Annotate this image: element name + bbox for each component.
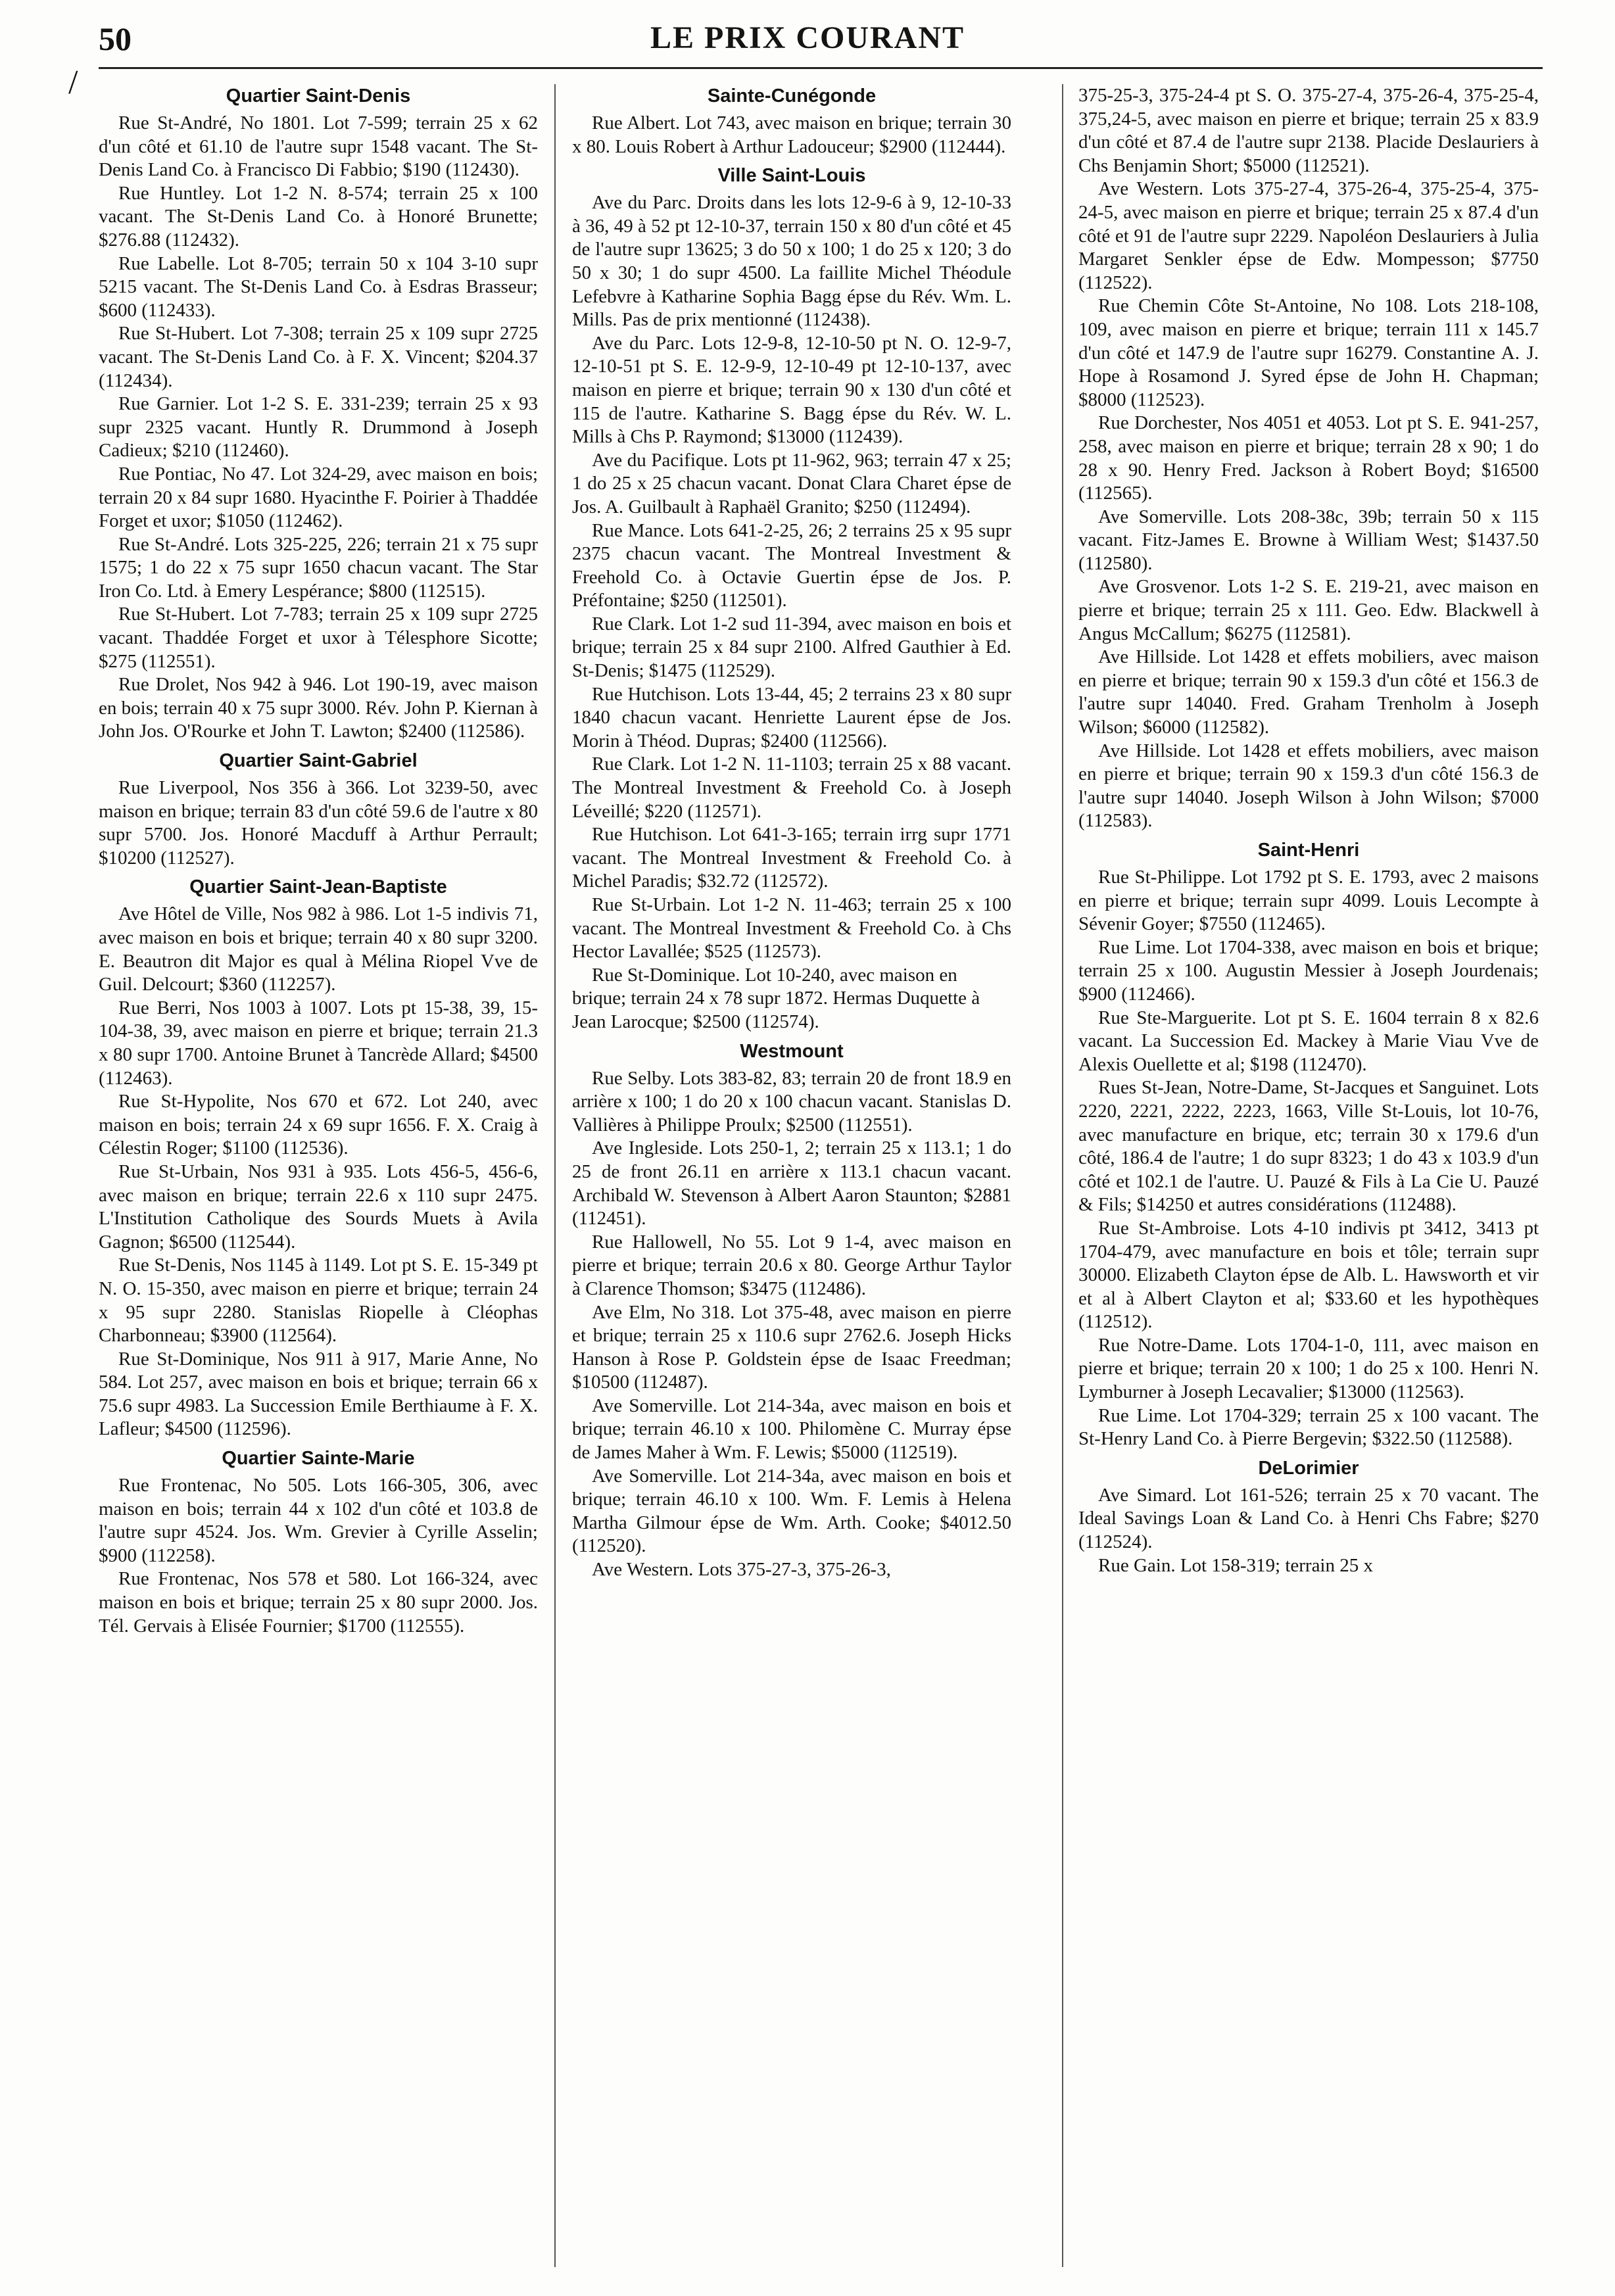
column-divider xyxy=(554,84,556,2267)
listing-entry: Ave Ingleside. Lots 250-1, 2; terrain 25 x 113.1; 1 do 25 de front 26.11 en arrière x 113.1 chacun vacant. Archibald W. Stevenson à Albert Aaron Staunton; $2881 (112451). xyxy=(572,1137,1011,1230)
text-column-3 xyxy=(1078,84,1539,1577)
section-heading: Westmount xyxy=(740,1040,844,1062)
listing-entry: Rue Gain. Lot 158-319; terrain 25 x xyxy=(1098,1554,1373,1576)
listing-entry: Rue Hallowell, No 55. Lot 9 1-4, avec maison en pierre et brique; terrain 20.6 x 80. George Arthur Taylor à Clarence Thomson; $3475 (112486). xyxy=(572,1231,1011,1299)
listing-entry: Rue Mance. Lots 641-2-25, 26; 2 terrains 25 x 95 supr 2375 chacun vacant. The Montreal Investment & Freehold Co. à Octavie Guertin épse de Jos. P. Préfontaine; $250 (112501). xyxy=(572,519,1011,611)
running-head-title: LE PRIX COURANT xyxy=(650,20,965,55)
listing-entry: Ave Somerville. Lot 214-34a, avec maison en bois et brique; terrain 46.10 x 100. Philomène C. Murray épse de James Maher à Wm. F. Lewis; $5000 (112519). xyxy=(572,1395,1011,1464)
header-rule xyxy=(99,67,1543,69)
listing-entry: Rue Clark. Lot 1-2 sud 11-394, avec maison en bois et brique; terrain 25 x 84 supr 2100. Alfred Gauthier à Ed. St-Denis; $1475 (112529). xyxy=(572,613,1011,682)
listing-entry: Ave Hôtel de Ville, Nos 982 à 986. Lot 1-5 indivis 71, avec maison en bois et brique; terrain 40 x 80 supr 3200. E. Beautron dit Major es qual à Mélina Riopel Vve de Guil. Delcourt; $360 (112257). xyxy=(99,903,538,995)
listing-entry: Rue St-Dominique, Nos 911 à 917, Marie Anne, No 584. Lot 257, avec maison en bois et brique; terrain 66 x 75.6 supr 4983. La Succession Emile Berthiaume à F. X. Lafleur; $4500 (112596). xyxy=(99,1348,538,1440)
listing-entry: Rue St-André, No 1801. Lot 7-599; terrain 25 x 62 d'un côté et 61.10 de l'autre supr 1548 vacant. The St-Denis Land Co. à Francisco Di Fabbio; $190 (112430). xyxy=(99,112,538,181)
listing-entry: Rue St-Hypolite, Nos 670 et 672. Lot 240, avec maison en bois; terrain 24 x 69 supr 1656. F. X. Craig à Célestin Roger; $1100 (112536). xyxy=(99,1091,538,1159)
column-divider xyxy=(1062,84,1063,2267)
listing-entry: Ave Western. Lots 375-27-3, 375-26-3, xyxy=(592,1559,891,1581)
listing-entry: Rue Labelle. Lot 8-705; terrain 50 x 104 3-10 supr 5215 vacant. The St-Denis Land Co. à Esdras Brasseur; $600 (112433). xyxy=(99,252,538,321)
listing-entry: Rue St-Ambroise. Lots 4-10 indivis pt 3412, 3413 pt 1704-479, avec manufacture en bois et tôle; terrain supr 30000. Elizabeth Clayton épse de Alb. L. Hawsworth et vir et al à Albert Clayton et al; $33.60 et les hypothèques (112512). xyxy=(1078,1217,1539,1333)
text-column-1 xyxy=(99,84,538,1638)
listing-entry: Ave du Parc. Lots 12-9-8, 12-10-50 pt N. O. 12-9-7, 12-10-51 pt S. E. 12-9-9, 12-10-49 pt 12-10-137, avec maison en pierre et brique; terrain 90 x 130 d'un côté et 115 de l'autre. Katharine S. Bagg épse du Rév. W. L. Mills à Chs P. Raymond; $13000 (112439). xyxy=(572,332,1011,448)
listing-entry: Rue Lime. Lot 1704-329; terrain 25 x 100 vacant. The St-Henry Land Co. à Pierre Bergevin; $322.50 (112588). xyxy=(1078,1404,1539,1450)
listing-entry: Rue Liverpool, Nos 356 à 366. Lot 3239-50, avec maison en brique; terrain 83 d'un côté 59.6 de l'autre x 80 supr 5700. Jos. Honoré Macduff à Arthur Perrault; $10200 (112527). xyxy=(99,777,538,869)
listing-entry: Ave Hillside. Lot 1428 et effets mobiliers, avec maison en pierre et brique; terrain 90 x 159.3 d'un côté 156.3 de l'autre supr 14040. Joseph Wilson à John Wilson; $7000 (112583). xyxy=(1078,740,1539,832)
listing-entry: Ave du Parc. Droits dans les lots 12-9-6 à 9, 12-10-33 à 36, 49 à 52 pt 12-10-37, terrain 150 x 80 d'un côté et 45 de l'autre supr 13625; 3 do 50 x 100; 1 do 25 x 120; 3 do 50 x 30; 1 do supr 4500. La faillite Michel Théodule Lefebvre à Katharine Sophia Bagg épse du Rév. Wm. L. Mills. Pas de prix mentionné (112438). xyxy=(572,192,1011,331)
listing-entry: Rue Albert. Lot 743, avec maison en brique; terrain 30 x 80. Louis Robert à Arthur Ladouceur; $2900 (112444). xyxy=(572,112,1011,157)
section-heading: Quartier Saint-Denis xyxy=(226,85,411,107)
listing-entry: Rue St-Philippe. Lot 1792 pt S. E. 1793, avec 2 maisons en pierre et brique; terrain supr 4099. Louis Lecompte à Sévenir Goyer; $7550 (112465). xyxy=(1078,867,1539,935)
section-heading: Quartier Sainte-Marie xyxy=(222,1448,415,1470)
margin-mark: / xyxy=(68,64,78,101)
listing-entry: Rue Notre-Dame. Lots 1704-1-0, 111, avec maison en pierre et brique; terrain 20 x 100; 1 do 25 x 100. Henri N. Lymburner à Joseph Lecavalier; $13000 (112563). xyxy=(1078,1334,1539,1403)
page-number: 50 xyxy=(99,20,132,57)
listing-entry: Rue Pontiac, No 47. Lot 324-29, avec maison en bois; terrain 20 x 84 supr 1680. Hyacinthe F. Poirier à Thaddée Forget et uxor; $1050 (112462). xyxy=(99,463,538,532)
listing-entry: Ave Hillside. Lot 1428 et effets mobiliers, avec maison en pierre et brique; terrain 90 x 159.3 d'un côté et 156.3 de l'autre supr 14040. Fred. Graham Trenholm à Joseph Wilson; $6000 (112582). xyxy=(1078,646,1539,738)
listing-entry: Ave Grosvenor. Lots 1-2 S. E. 219-21, avec maison en pierre et brique; terrain 25 x 111. Geo. Edw. Blackwell à Angus McCallum; $6275 (112581). xyxy=(1078,576,1539,644)
section-heading: Ville Saint-Louis xyxy=(717,165,866,187)
section-heading: Saint-Henri xyxy=(1257,840,1360,861)
listing-entry: Rue St-Hubert. Lot 7-308; terrain 25 x 109 supr 2725 vacant. The St-Denis Land Co. à F. X. Vincent; $204.37 (112434). xyxy=(99,323,538,391)
listing-entry: Rue Ste-Marguerite. Lot pt S. E. 1604 terrain 8 x 82.6 vacant. La Succession Ed. Mackey à Marie Viau Vve de Alexis Ouellette et al; $198 (112470). xyxy=(1078,1007,1539,1075)
listing-entry: Rue Drolet, Nos 942 à 946. Lot 190-19, avec maison en bois; terrain 40 x 75 supr 3000. Rév. John P. Kiernan à John Jos. O'Rourke et John T. Lawton; $2400 (112586). xyxy=(99,674,538,742)
listing-entry: Rue St-André. Lots 325-225, 226; terrain 21 x 75 supr 1575; 1 do 22 x 75 supr 1650 chacun vacant. The Star Iron Co. Ltd. à Emery Lespérance; $800 (112515). xyxy=(99,533,538,602)
listing-entry: Rue Berri, Nos 1003 à 1007. Lots pt 15-38, 39, 15-104-38, 39, avec maison en pierre et brique; terrain 21.3 x 80 supr 1700. Antoine Brunet à Tancrède Allard; $4500 (112463). xyxy=(99,997,538,1089)
listing-entry: Ave Elm, No 318. Lot 375-48, avec maison en pierre et brique; terrain 25 x 110.6 supr 2762.6. Joseph Hicks Hanson à Rose P. Goldstein épse de Isaac Freedman; $10500 (112487). xyxy=(572,1301,1011,1393)
listing-entry: Rue Selby. Lots 383-82, 83; terrain 20 de front 18.9 en arrière x 100; 1 do 20 x 100 chacun vacant. Stanislas D. Vallières à Philippe Proulx; $2500 (112551). xyxy=(572,1067,1011,1136)
listing-entry: Ave Somerville. Lot 214-34a, avec maison en bois et brique; terrain 46.10 x 100. Wm. F. Lemis à Helena Martha Gilmour épse de Wm. Arth. Cooke; $4012.50 (112520). xyxy=(572,1465,1011,1557)
listing-entry: Rue Frontenac, Nos 578 et 580. Lot 166-324, avec maison en bois et brique; terrain 25 x 80 supr 2000. Jos. Tél. Gervais à Elisée Fournier; $1700 (112555). xyxy=(99,1568,538,1637)
listing-entry: Rue Hutchison. Lots 13-44, 45; 2 terrains 23 x 80 supr 1840 chacun vacant. Henriette Laurent épse de Jos. Morin à Théod. Dupras; $2400 (112566). xyxy=(572,683,1011,752)
section-heading: DeLorimier xyxy=(1258,1457,1359,1479)
listing-entry: Rue St-Urbain. Lot 1-2 N. 11-463; terrain 25 x 100 vacant. The Montreal Investment & Freehold Co. à Chs Hector Lavallée; $525 (112573). xyxy=(572,894,1011,963)
listing-entry: Rue Chemin Côte St-Antoine, No 108. Lots 218-108, 109, avec maison en pierre et brique; terrain 111 x 145.7 d'un côté et 147.9 de l'autre supr 16279. Constantine A. J. Hope à Rosamond J. Syred épse de John H. Chapman; $8000 (112523). xyxy=(1078,295,1539,410)
listing-entry: Rue Lime. Lot 1704-338, avec maison en bois et brique; terrain 25 x 100. Augustin Messier à Joseph Jourdenais; $900 (112466). xyxy=(1078,936,1539,1005)
section-heading: Quartier Saint-Jean-Baptiste xyxy=(189,876,447,898)
listing-entry: Rue Clark. Lot 1-2 N. 11-1103; terrain 25 x 88 vacant. The Montreal Investment & Freehold Co. à Joseph Léveillé; $220 (112571). xyxy=(572,753,1011,822)
listing-entry: Rue Frontenac, No 505. Lots 166-305, 306, avec maison en bois; terrain 44 x 102 d'un côté et 103.8 de l'autre supr 4524. Jos. Wm. Grevier à Cyrille Asselin; $900 (112258). xyxy=(99,1475,538,1566)
listing-entry: Rue Hutchison. Lot 641-3-165; terrain irrg supr 1771 vacant. The Montreal Investment & Freehold Co. à Michel Paradis; $32.72 (112572). xyxy=(572,824,1011,892)
listing-entry: Rue Dorchester, Nos 4051 et 4053. Lot pt S. E. 941-257, 258, avec maison en pierre et brique; terrain 28 x 90; 1 do 28 x 90. Henry Fred. Jackson à Robert Boyd; $16500 (112565). xyxy=(1078,412,1539,504)
listing-entry: Rue Huntley. Lot 1-2 N. 8-574; terrain 25 x 100 vacant. The St-Denis Land Co. à Honoré Brunette; $276.88 (112432). xyxy=(99,182,538,251)
listing-entry: Rue St-Hubert. Lot 7-783; terrain 25 x 109 supr 2725 vacant. Thaddée Forget et uxor à Télesphore Sicotte; $275 (112551). xyxy=(99,604,538,672)
section-heading: Sainte-Cunégonde xyxy=(707,85,877,107)
listing-entry: Ave Simard. Lot 161-526; terrain 25 x 70 vacant. The Ideal Savings Loan & Land Co. à Henri Chs Fabre; $270 (112524). xyxy=(1078,1484,1539,1553)
section-heading: Quartier Saint-Gabriel xyxy=(219,750,418,772)
listing-entry: Rues St-Jean, Notre-Dame, St-Jacques et Sanguinet. Lots 2220, 2221, 2222, 2223, 1663, Ville St-Louis, lot 10-76, avec manufacture en brique, etc; terrain 30 x 179.6 d'un côté, 186.4 de l'autre; 1 do supr 8323; 1 do 43 x 103.9 d'un côté et 102.1 de l'autre. U. Pauzé & Fils à La Cie U. Pauzé & Fils; $14250 et autres considérations (112488). xyxy=(1078,1077,1539,1216)
listing-entry: Rue St-Dominique. Lot 10-240, avec maison en brique; terrain 24 x 78 supr 1872. Hermas Duquette à Jean Larocque; $2500 (112574). xyxy=(572,964,980,1032)
listing-entry: Rue St-Denis, Nos 1145 à 1149. Lot pt S. E. 15-349 pt N. O. 15-350, avec maison en pierre et brique; terrain 24 x 95 supr 2280. Stanislas Riopelle à Cléophas Charbonneau; $3900 (112564). xyxy=(99,1255,538,1347)
listing-entry: 375-25-3, 375-24-4 pt S. O. 375-27-4, 375-26-4, 375-25-4, 375,24-5, avec maison en pierre et brique; terrain 25 x 83.9 d'un côté et 87.4 de l'autre supr 2138. Placide Deslauriers à Chs Benjamin Short; $5000 (112521). xyxy=(1078,85,1539,176)
listing-entry: Ave Western. Lots 375-27-4, 375-26-4, 375-25-4, 375-24-5, avec maison en pierre et brique; terrain 25 x 87.4 d'un côté et 91 de l'autre supr 2229. Napoléon Deslauriers à Julia Margaret Senkler épse de Edw. Mompesson; $7750 (112522). xyxy=(1078,178,1539,293)
listing-entry: Ave Somerville. Lots 208-38c, 39b; terrain 50 x 115 vacant. Fitz-James E. Browne à William West; $1437.50 (112580). xyxy=(1078,506,1539,574)
listing-entry: Ave du Pacifique. Lots pt 11-962, 963; terrain 47 x 25; 1 do 25 x 25 chacun vacant. Donat Clara Charet épse de Jos. A. Guilbault à Raphaël Granito; $250 (112494). xyxy=(572,449,1011,517)
listing-entry: Rue St-Urbain, Nos 931 à 935. Lots 456-5, 456-6, avec maison en brique; terrain 22.6 x 110 supr 2475. L'Institution Catholique des Sourds Muets à Avila Gagnon; $6500 (112544). xyxy=(99,1160,538,1253)
listing-entry: Rue Garnier. Lot 1-2 S. E. 331-239; terrain 25 x 93 supr 2325 vacant. Huntly R. Drummond à Joseph Cadieux; $210 (112460). xyxy=(99,393,538,462)
text-column-2 xyxy=(572,84,1011,1582)
